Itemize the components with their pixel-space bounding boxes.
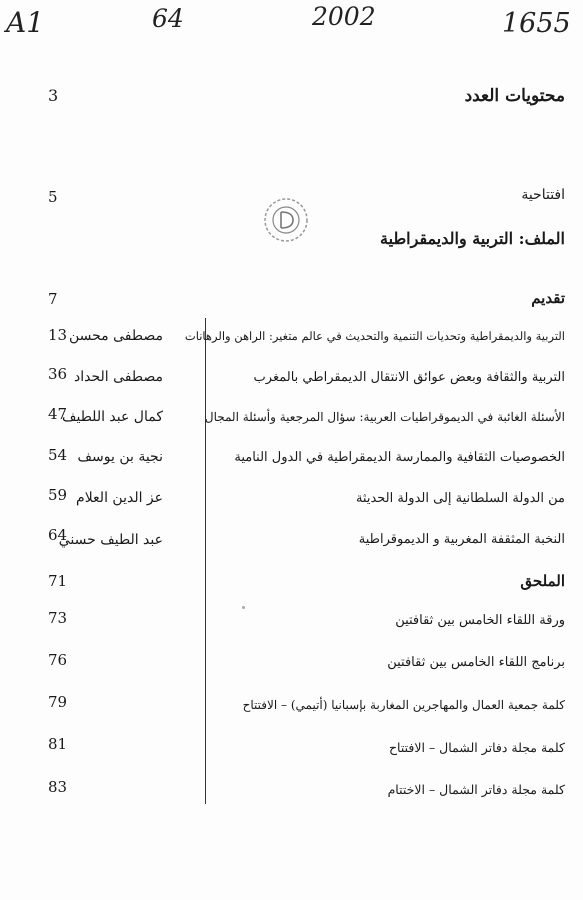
toc-page-number: 76 — [48, 651, 68, 669]
toc-page-number: 13 — [48, 326, 68, 344]
toc-page-number: 36 — [48, 365, 68, 383]
toc-author: كمال عبد اللطيف — [61, 409, 163, 425]
toc-entry-title: التربية والديمقراطية وتحديات التنمية والتحديث في عالم متغير: الراهن والرهانات — [184, 329, 565, 343]
toc-page-number: 73 — [48, 609, 68, 627]
toc-author: مصطفى الحداد — [74, 369, 163, 385]
toc-author: عبد الطيف حسني — [58, 532, 163, 548]
toc-entry-title: النخبة المثقفة المغربية و الديموقراطية — [358, 532, 565, 547]
toc-entry-title: كلمة جمعية العمال والمهاجرين المغاربة بإسبانيا (أتيمي) – الافتتاح — [242, 698, 565, 712]
toc-section-title: الملف: التربية والديمقراطية — [380, 229, 565, 248]
toc-entry-title: التربية والثقافة وبعض عوائق الانتقال الديمقراطي بالمغرب — [253, 370, 565, 385]
toc-page-number: 59 — [48, 486, 68, 504]
handwritten-volume-code: A1 — [6, 6, 45, 39]
toc-page-number: 7 — [48, 290, 58, 308]
toc-entry-title: ورقة اللقاء الخامس بين ثقافتين — [395, 613, 565, 628]
library-stamp-icon — [262, 196, 310, 244]
toc-page-number: 71 — [48, 572, 68, 590]
handwritten-catalog-number: 1655 — [502, 8, 571, 39]
toc-page-number: 5 — [48, 188, 58, 206]
toc-entry-title: من الدولة السلطانية إلى الدولة الحديثة — [355, 491, 565, 506]
toc-heading-title: محتويات العدد — [464, 86, 565, 106]
toc-entry-title: كلمة مجلة دفاتر الشمال – الافتتاح — [388, 740, 565, 755]
toc-page-number: 81 — [48, 735, 68, 753]
toc-entry-title: برنامج اللقاء الخامس بين ثقافتين — [387, 655, 565, 670]
toc-author: عز الدين العلام — [76, 490, 163, 506]
toc-page-number: 79 — [48, 693, 68, 711]
toc-entry-title: كلمة مجلة دفاتر الشمال – الاختتام — [387, 782, 565, 797]
toc-page-number: 47 — [48, 405, 68, 423]
toc-page-number: 54 — [48, 446, 68, 464]
toc-author: مصطفى محسن — [68, 328, 163, 344]
handwritten-year: 2002 — [312, 2, 376, 31]
toc-entry-title: تقديم — [531, 289, 565, 307]
toc-section-title: الملحق — [520, 572, 565, 590]
column-divider — [205, 318, 206, 804]
toc-entry-title: الخصوصيات الثقافية والممارسة الديمقراطية في الدول النامية — [234, 450, 565, 465]
handwritten-issue-number: 64 — [152, 4, 184, 33]
toc-author: نجية بن يوسف — [77, 449, 163, 465]
toc-entry-title: افتتاحية — [521, 187, 565, 203]
toc-entry-title: الأسئلة الغائبة في الديموقراطيات العربية: سؤال المرجعية وأسئلة المجال — [204, 410, 565, 424]
toc-page-number: 83 — [48, 778, 68, 796]
toc-heading-page: 3 — [48, 86, 59, 105]
toc-page-number: 64 — [48, 526, 68, 544]
scan-speck — [242, 606, 245, 609]
